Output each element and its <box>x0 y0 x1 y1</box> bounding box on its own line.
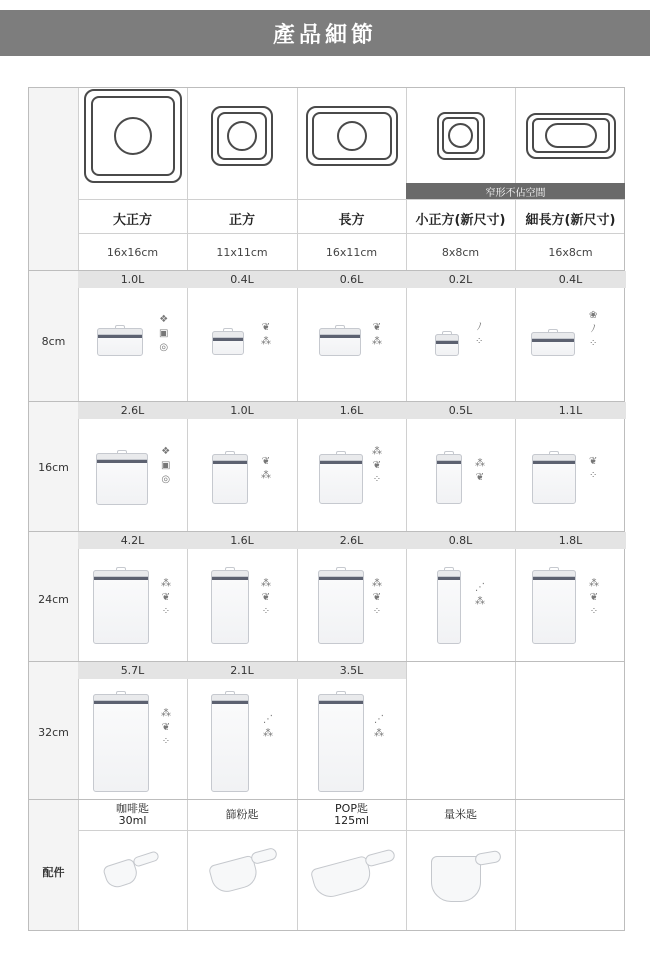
column-size-large-square: 16x16cm <box>106 246 159 259</box>
pop-scoop-handle <box>364 848 396 867</box>
top-view-small-square <box>406 88 515 183</box>
container-image <box>318 694 364 792</box>
capacity-label: 0.6L <box>297 271 406 288</box>
container-image <box>212 454 248 504</box>
leaf-icon: ❦ <box>161 722 171 733</box>
capacity-label: 0.5L <box>406 402 515 419</box>
sugar-cube-icon: ⁘ <box>161 606 171 617</box>
sugar-cube-icon: ⁘ <box>589 470 598 481</box>
grain-icon: ⁂ <box>261 578 271 589</box>
sugar-cube-icon: ⁘ <box>589 338 598 349</box>
title-banner <box>0 10 650 56</box>
container-image <box>319 454 363 504</box>
column-name-rectangle: 長方 <box>338 213 365 228</box>
food-icons <box>372 446 382 486</box>
grain-icon: ⁂ <box>372 578 382 589</box>
grain-icon: ⁂ <box>263 728 273 739</box>
coffee-scoop-handle <box>132 850 160 868</box>
food-icons <box>161 578 171 618</box>
food-icons <box>589 310 597 350</box>
capacity-label: 2.6L <box>297 532 406 549</box>
capacity-label: 1.0L <box>78 271 187 288</box>
food-icons <box>161 708 171 748</box>
column-name-large-square: 大正方 <box>112 213 152 228</box>
pop-scoop-image <box>310 855 374 901</box>
row-label-column <box>29 88 78 930</box>
narrow-note-bar: 窄形不佔空間 <box>406 183 625 199</box>
top-view-rectangle <box>297 88 406 183</box>
container-image <box>531 332 575 356</box>
food-icons <box>589 578 599 618</box>
accessory-name: POP匙 125ml <box>334 802 369 827</box>
container-image <box>97 328 143 356</box>
leaf-icon: ❦ <box>161 592 171 603</box>
food-icons <box>261 578 271 618</box>
column-name-small-square: 小正方(新尺寸) <box>415 213 506 228</box>
sugar-cube-icon: ⁘ <box>475 336 484 347</box>
noodle-icon: ⋰ <box>475 582 485 593</box>
sugar-cube-icon: ⁘ <box>372 474 382 485</box>
leaf-icon: ❦ <box>261 456 271 467</box>
food-icons <box>374 714 384 740</box>
accessory-name: 篩粉匙 <box>225 808 259 821</box>
leaf-icon: ❦ <box>372 322 382 333</box>
column-size-square: 11x11cm <box>216 246 268 259</box>
leaf-icon: ❦ <box>475 472 485 483</box>
row-label-accessories: 配件 <box>42 866 65 879</box>
grain-icon: ⁂ <box>161 578 171 589</box>
cookie-icon: ❖ <box>161 446 171 457</box>
leaf-icon: ❦ <box>589 456 598 467</box>
grain-icon: ⁂ <box>589 578 599 589</box>
column-name-slim-rectangle: 細長方(新尺寸) <box>525 213 616 228</box>
grain-icon: ⁂ <box>261 470 271 481</box>
food-icons <box>475 582 485 608</box>
capacity-label: 1.0L <box>187 402 297 419</box>
capacity-label: 0.8L <box>406 532 515 549</box>
sugar-cube-icon: ⁘ <box>261 606 271 617</box>
row-label-32cm: 32cm <box>38 726 69 739</box>
food-icons <box>475 458 485 484</box>
capacity-label: 1.6L <box>297 402 406 419</box>
noodle-icon: ⋰ <box>263 714 273 725</box>
top-view-square <box>187 88 297 183</box>
grain-icon: ⁂ <box>475 458 485 469</box>
noodle-icon: ⋰ <box>374 714 384 725</box>
product-table <box>28 87 625 931</box>
leaf-icon: ❦ <box>372 592 382 603</box>
food-icons <box>261 456 271 482</box>
column-size-small-square: 8x8cm <box>441 246 480 259</box>
container-image <box>318 570 364 644</box>
container-image <box>93 570 149 644</box>
column-size-slim-rectangle: 16x8cm <box>548 246 593 259</box>
food-icons <box>161 446 170 486</box>
column-size-rectangle: 16x11cm <box>325 246 378 259</box>
row-label-24cm: 24cm <box>38 593 69 606</box>
capacity-label: 0.2L <box>406 271 515 288</box>
food-icons <box>475 322 483 348</box>
rice-cup-image <box>431 856 481 902</box>
chili-icon: ﾉ <box>590 324 596 335</box>
food-icons <box>589 456 597 482</box>
capacity-label: 4.2L <box>78 532 187 549</box>
food-icons <box>372 322 382 348</box>
container-image <box>437 570 461 644</box>
capacity-label: 0.4L <box>187 271 297 288</box>
food-icons <box>261 322 271 348</box>
food-icons <box>159 314 168 354</box>
grain-icon: ⁂ <box>372 446 382 457</box>
pasta-icon: ◎ <box>161 474 171 485</box>
cookie-icon: ❖ <box>159 314 169 325</box>
row-label-8cm: 8cm <box>41 335 66 348</box>
chili-icon: ﾉ <box>476 322 482 333</box>
container-image <box>211 570 249 644</box>
column-name-square: 正方 <box>228 213 255 228</box>
leaf-icon: ❦ <box>261 592 271 603</box>
sugar-cube-icon: ⁘ <box>589 606 599 617</box>
container-image <box>96 453 148 505</box>
sugar-cube-icon: ⁘ <box>161 736 171 747</box>
container-image <box>532 570 576 644</box>
candy-icon: ❀ <box>589 310 598 321</box>
grain-icon: ⁂ <box>475 596 485 607</box>
capacity-label: 3.5L <box>297 662 406 679</box>
container-image <box>211 694 249 792</box>
container-image <box>93 694 149 792</box>
capacity-label: 1.1L <box>515 402 626 419</box>
grain-icon: ⁂ <box>372 336 382 347</box>
pasta-icon: ◎ <box>159 342 169 353</box>
capacity-label: 2.6L <box>78 402 187 419</box>
container-image <box>436 454 462 504</box>
sugar-cube-icon: ⁘ <box>372 606 382 617</box>
accessory-name: 咖啡匙 30ml <box>116 802 149 827</box>
grain-icon: ⁂ <box>161 708 171 719</box>
page-title: 產品細節 <box>272 22 377 48</box>
sifter-scoop-handle <box>250 847 278 865</box>
accessory-name: 量米匙 <box>444 808 477 821</box>
top-view-slim-rectangle <box>515 88 626 183</box>
top-view-large-square <box>78 88 187 183</box>
grain-icon: ⁂ <box>261 336 271 347</box>
container-image <box>532 454 576 504</box>
capacity-label: 1.8L <box>515 532 626 549</box>
sugar-cube-icon: ▣ <box>161 460 171 471</box>
grain-icon: ⁂ <box>374 728 384 739</box>
capacity-label: 2.1L <box>187 662 297 679</box>
food-icons <box>263 714 273 740</box>
row-label-16cm: 16cm <box>38 461 69 474</box>
container-image <box>212 331 244 355</box>
capacity-label: 0.4L <box>515 271 626 288</box>
food-icons <box>372 578 382 618</box>
sugar-cube-icon: ▣ <box>159 328 169 339</box>
rice-cup-handle <box>474 850 502 866</box>
capacity-label: 1.6L <box>187 532 297 549</box>
container-image <box>319 328 361 356</box>
capacity-label: 5.7L <box>78 662 187 679</box>
leaf-icon: ❦ <box>589 592 599 603</box>
container-image <box>435 334 459 356</box>
leaf-icon: ❦ <box>261 322 271 333</box>
leaf-icon: ❦ <box>372 460 382 471</box>
